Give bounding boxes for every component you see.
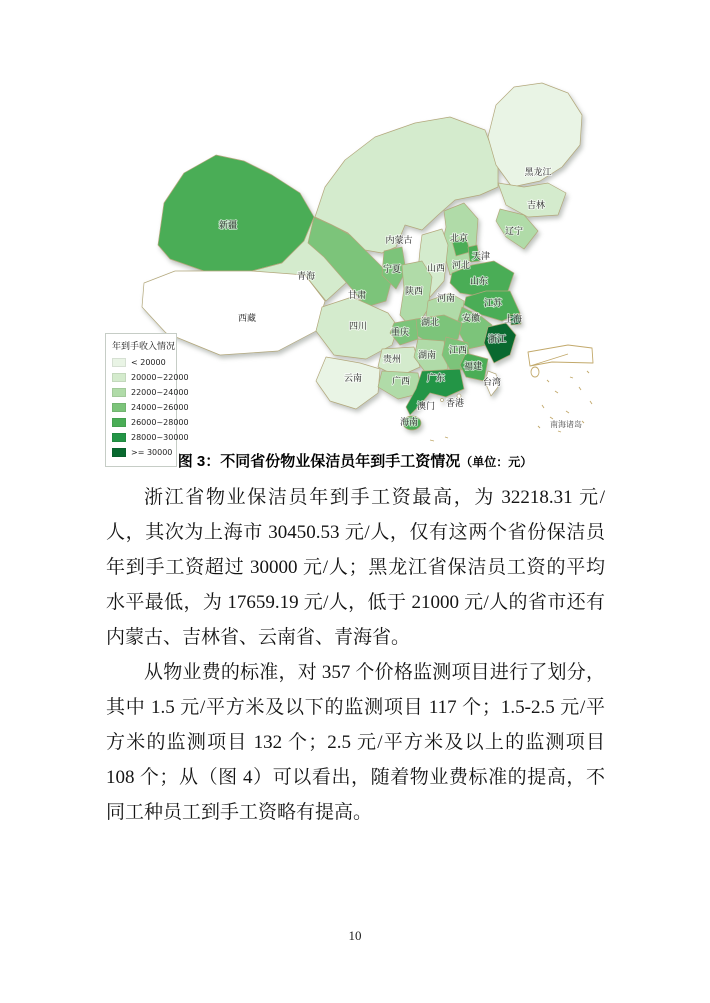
province-xinjiang <box>158 155 314 271</box>
inset-island <box>531 367 539 377</box>
legend-swatch <box>112 358 126 367</box>
svg-text:江西: 江西 <box>448 346 468 356</box>
svg-text:海南: 海南 <box>399 418 419 428</box>
legend-swatch <box>112 418 126 427</box>
svg-text:甘肃: 甘肃 <box>347 291 367 301</box>
svg-text:山东: 山东 <box>469 277 489 287</box>
svg-text:新疆: 新疆 <box>218 221 238 231</box>
legend-swatch <box>112 448 126 457</box>
body-paragraph: 浙江省物业保洁员年到手工资最高，为 32218.31 元/人，其次为上海市 30450.53 元/人，仅有这两个省份保洁员年到手工资超过 30000 元/人；黑龙江省保洁员工资的平均水平最低，为 17659.19 元/人，低于 21000 元/人的省市还有内蒙古、吉林省、云南省、青海省。 <box>106 487 605 648</box>
legend-row <box>112 370 189 385</box>
legend-swatch <box>112 403 126 412</box>
svg-text:辽宁: 辽宁 <box>504 227 524 237</box>
legend-row <box>112 415 189 430</box>
svg-text:湖南: 湖南 <box>417 351 437 361</box>
svg-text:山西: 山西 <box>426 264 446 274</box>
map-legend <box>105 333 189 467</box>
legend-title: 年到手收入情况 <box>112 342 176 352</box>
svg-text:四川: 四川 <box>348 322 368 332</box>
svg-text:内蒙古: 内蒙古 <box>385 236 413 246</box>
inset-label: 南海诸岛 <box>550 420 582 429</box>
province-xianggang <box>457 394 461 398</box>
svg-text:安徽: 安徽 <box>461 314 481 324</box>
svg-text:贵州: 贵州 <box>382 355 402 365</box>
legend-label: < 20000 <box>131 358 166 367</box>
svg-text:香港: 香港 <box>445 399 465 409</box>
svg-text:广东: 广东 <box>426 374 446 384</box>
inset-coast-outline <box>528 345 593 366</box>
legend-label: 22000~24000 <box>131 388 189 397</box>
page-number: 10 <box>348 928 362 943</box>
svg-text:广西: 广西 <box>391 377 411 387</box>
svg-text:浙江: 浙江 <box>487 335 507 345</box>
legend-rows <box>112 355 189 460</box>
legend-label: 24000~26000 <box>131 403 189 412</box>
legend-label: 20000~22000 <box>131 373 189 382</box>
svg-text:云南: 云南 <box>343 374 363 384</box>
svg-text:江苏: 江苏 <box>483 299 503 309</box>
svg-text:西藏: 西藏 <box>237 314 257 324</box>
legend-row <box>112 445 173 460</box>
legend-label: 26000~28000 <box>131 418 189 427</box>
legend-swatch <box>112 433 126 442</box>
svg-text:河北: 河北 <box>451 261 471 271</box>
legend-row <box>112 355 170 370</box>
svg-text:北京: 北京 <box>449 234 469 244</box>
svg-text:重庆: 重庆 <box>390 328 410 338</box>
legend-row <box>112 385 189 400</box>
legend-swatch <box>112 373 126 382</box>
legend-row <box>112 430 189 445</box>
svg-text:青海: 青海 <box>296 272 316 282</box>
svg-text:河南: 河南 <box>436 294 456 304</box>
svg-text:吉林: 吉林 <box>526 201 546 211</box>
svg-text:福建: 福建 <box>463 362 483 372</box>
figure-caption-unit: （单位：元） <box>460 455 533 469</box>
svg-text:上海: 上海 <box>503 315 523 325</box>
svg-text:陕西: 陕西 <box>404 287 424 297</box>
legend-label: 28000~30000 <box>131 433 189 442</box>
legend-row <box>112 400 189 415</box>
svg-text:天津: 天津 <box>471 252 491 262</box>
svg-text:台湾: 台湾 <box>482 378 502 388</box>
svg-text:宁夏: 宁夏 <box>382 265 402 275</box>
legend-label: >= 30000 <box>131 448 173 457</box>
legend-swatch <box>112 388 126 397</box>
svg-text:澳门: 澳门 <box>416 402 436 412</box>
svg-text:湖北: 湖北 <box>420 318 440 328</box>
figure-caption-text: 图 3：不同省份物业保洁员年到手工资情况 <box>177 453 461 470</box>
body-text <box>106 480 605 830</box>
body-paragraph: 从物业费的标准，对 357 个价格监测项目进行了划分，其中 1.5 元/平方米及以下的监测项目 117 个；1.5-2.5 元/平方米的监测项目 132 个；2.5 元/平方米及以上的监测项目 108 个；从（图 4）可以看出，随着物业费标准的提高，不同工种员工到手工资略有提高。 <box>106 662 605 823</box>
svg-text:黑龙江: 黑龙江 <box>524 168 552 178</box>
province-aomen <box>441 399 444 402</box>
figure-map <box>0 0 710 457</box>
